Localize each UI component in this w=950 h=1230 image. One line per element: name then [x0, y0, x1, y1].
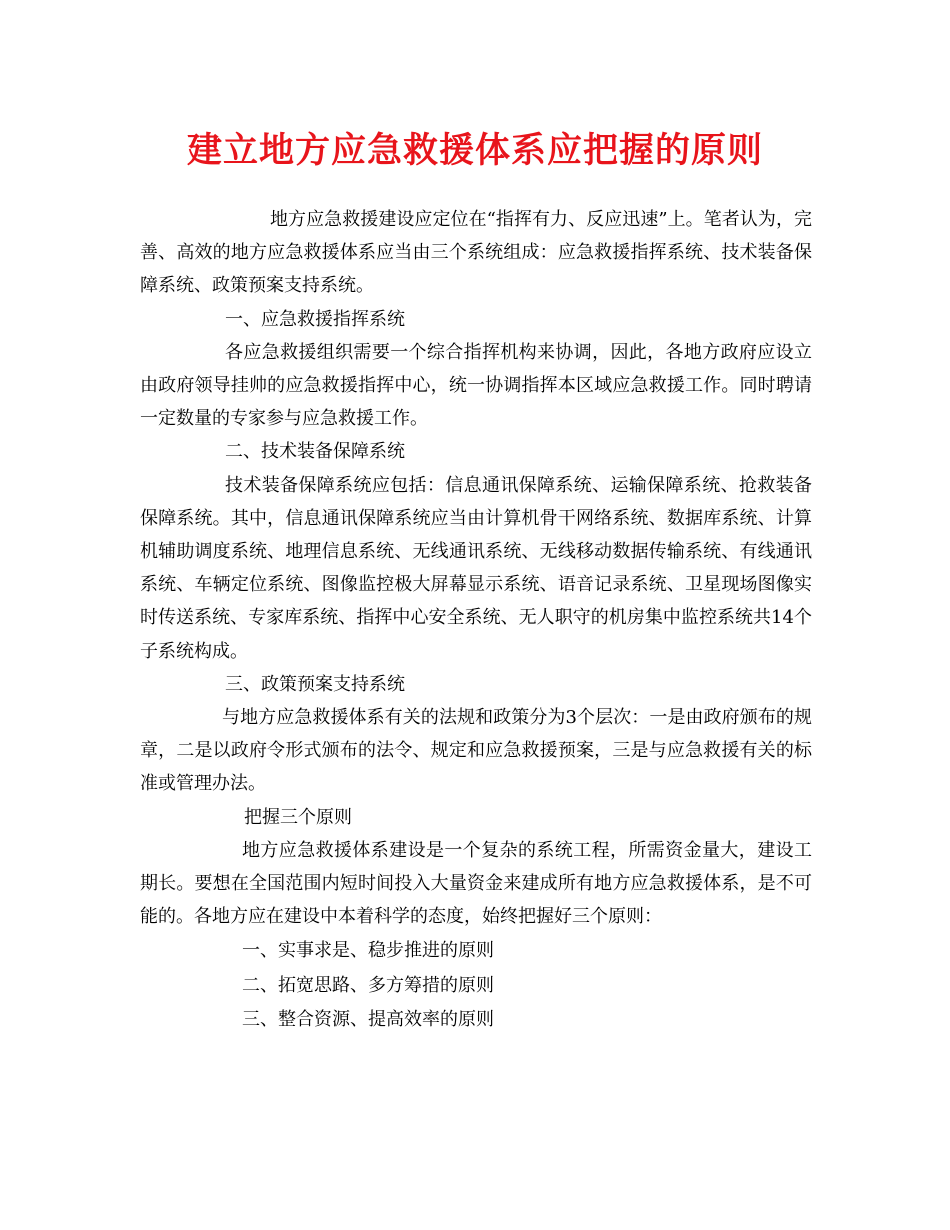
- principle-item-1: 一、实事求是、稳步推进的原则: [242, 940, 494, 962]
- intro-paragraph: 地方应急救援建设应定位在“指挥有力、反应迅速”上。笔者认为，完善、高效的地方应急救援体系应当由三个系统组成：应急救援指挥系统、技术装备保障系统、政策预案支持系统。: [140, 209, 812, 297]
- principle-item-3: 三、整合资源、提高效率的原则: [242, 1008, 494, 1030]
- document-title: 建立地方应急救援体系应把握的原则: [186, 130, 763, 171]
- section-heading-three-principles: 把握三个原则: [244, 806, 352, 828]
- section-heading-equipment-system: 二、技术装备保障系统: [225, 441, 405, 463]
- principle-item-2: 二、拓宽思路、多方筹措的原则: [242, 974, 494, 996]
- document-body: [140, 203, 812, 1036]
- principles-paragraph: 地方应急救援体系建设是一个复杂的系统工程，所需资金量大，建设工期长。要想在全国范围内短时间投入大量资金来建成所有地方应急救援体系，是不可能的。各地方应在建设中本着科学的态度，始终把握好三个原则：: [140, 839, 812, 928]
- command-system-paragraph: 各应急救援组织需要一个综合指挥机构来协调，因此，各地方政府应设立由政府领导挂帅的应急救援指挥中心，统一协调指挥本区域应急救援工作。同时聘请一定数量的专家参与应急救援工作。: [140, 341, 812, 430]
- policy-system-paragraph: 与地方应急救援体系有关的法规和政策分为3个层次：一是由政府颁布的规章，二是以政府令形式颁布的法令、规定和应急救援预案，三是与应急救援有关的标准或管理办法。: [140, 707, 812, 795]
- equipment-system-paragraph: 技术装备保障系统应包括：信息通讯保障系统、运输保障系统、抢救装备保障系统。其中，信息通讯保障系统应当由计算机骨干网络系统、数据库系统、计算机辅助调度系统、地理信息系统、无线通讯系统、无线移动数据传输系统、有线通讯系统、车辆定位系统、图像监控极大屏幕显示系统、语音记录系统、卫星现场图像实时传送系统、专家库系统、指挥中心安全系统、无人职守的机房集中监控系统共14个子系统构成。: [140, 474, 812, 662]
- section-heading-policy-system: 三、政策预案支持系统: [225, 673, 405, 695]
- section-heading-command-system: 一、应急救援指挥系统: [225, 308, 405, 330]
